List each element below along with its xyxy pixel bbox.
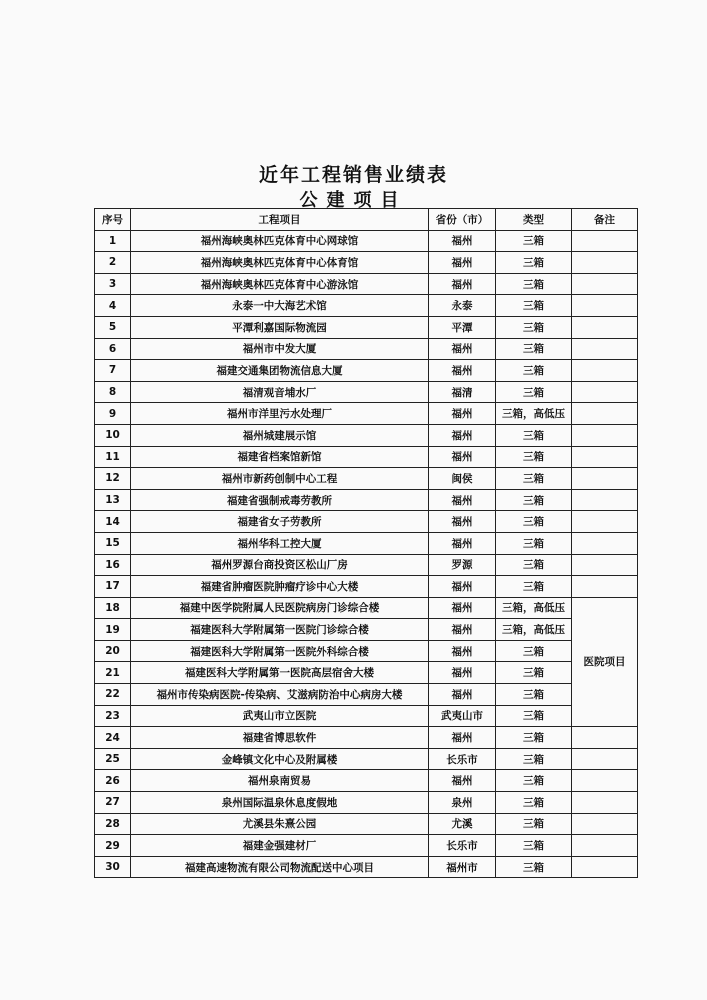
table-row: [95, 619, 638, 641]
cell-no: 3: [95, 273, 131, 295]
cell-no: 8: [95, 381, 131, 403]
cell-type: 三箱: [496, 554, 572, 576]
table-row: [95, 273, 638, 295]
cell-type: 三箱: [496, 748, 572, 770]
table-row: [95, 792, 638, 814]
cell-type: 三箱: [496, 424, 572, 446]
cell-type: 三箱，高低压: [496, 619, 572, 641]
performance-table: [94, 208, 638, 878]
cell-no: 25: [95, 748, 131, 770]
cell-remark: [572, 360, 638, 382]
cell-project: 福州罗源台商投资区松山厂房: [131, 554, 429, 576]
cell-region: 尤溪: [429, 813, 496, 835]
cell-project: 福州海峡奥林匹克体育中心网球馆: [131, 230, 429, 252]
cell-region: 长乐市: [429, 835, 496, 857]
cell-no: 22: [95, 684, 131, 706]
cell-project: 金峰镇文化中心及附属楼: [131, 748, 429, 770]
cell-no: 20: [95, 640, 131, 662]
cell-region: 福州: [429, 662, 496, 684]
table-row: [95, 489, 638, 511]
cell-region: 福州: [429, 446, 496, 468]
table-row: [95, 532, 638, 554]
cell-region: 永泰: [429, 295, 496, 317]
cell-no: 26: [95, 770, 131, 792]
cell-project: 福建金强建材厂: [131, 835, 429, 857]
cell-no: 7: [95, 360, 131, 382]
cell-type: 三箱: [496, 230, 572, 252]
cell-region: 福清: [429, 381, 496, 403]
cell-no: 27: [95, 792, 131, 814]
document-subtitle: 公建项目: [299, 190, 408, 211]
cell-no: 13: [95, 489, 131, 511]
cell-project: 福建交通集团物流信息大厦: [131, 360, 429, 382]
header-project: 工程项目: [131, 209, 429, 231]
cell-type: 三箱: [496, 446, 572, 468]
table-row: [95, 597, 638, 619]
cell-no: 29: [95, 835, 131, 857]
cell-remark: [572, 576, 638, 598]
cell-project: 平潭利嘉国际物流园: [131, 316, 429, 338]
cell-project: 福州海峡奥林匹克体育中心体育馆: [131, 252, 429, 274]
cell-project: 福州市新药创制中心工程: [131, 468, 429, 490]
cell-type: 三箱: [496, 511, 572, 533]
cell-type: 三箱，高低压: [496, 597, 572, 619]
cell-region: 福州: [429, 511, 496, 533]
cell-project: 福清观音埔水厂: [131, 381, 429, 403]
cell-region: 福州市: [429, 856, 496, 878]
cell-region: 福州: [429, 684, 496, 706]
cell-no: 19: [95, 619, 131, 641]
cell-no: 16: [95, 554, 131, 576]
cell-remark: [572, 273, 638, 295]
cell-region: 长乐市: [429, 748, 496, 770]
cell-type: 三箱: [496, 640, 572, 662]
cell-type: 三箱: [496, 576, 572, 598]
table-row: [95, 230, 638, 252]
cell-project: 福建省博思软件: [131, 727, 429, 749]
cell-project: 福建省肿瘤医院肿瘤疗诊中心大楼: [131, 576, 429, 598]
table-row: [95, 468, 638, 490]
cell-remark: [572, 489, 638, 511]
cell-no: 9: [95, 403, 131, 425]
cell-type: 三箱: [496, 532, 572, 554]
cell-remark: [572, 511, 638, 533]
cell-no: 23: [95, 705, 131, 727]
cell-no: 14: [95, 511, 131, 533]
cell-region: 福州: [429, 252, 496, 274]
cell-region: 平潭: [429, 316, 496, 338]
cell-region: 福州: [429, 230, 496, 252]
table-row: [95, 727, 638, 749]
cell-no: 17: [95, 576, 131, 598]
table-row: [95, 381, 638, 403]
cell-remark: [572, 338, 638, 360]
cell-project: 武夷山市立医院: [131, 705, 429, 727]
table-row: [95, 338, 638, 360]
cell-type: 三箱: [496, 252, 572, 274]
cell-project: 泉州国际温泉休息度假地: [131, 792, 429, 814]
cell-type: 三箱: [496, 727, 572, 749]
table-row: [95, 576, 638, 598]
cell-project: 福州城建展示馆: [131, 424, 429, 446]
cell-type: 三箱: [496, 835, 572, 857]
table-row: [95, 640, 638, 662]
cell-remark: [572, 230, 638, 252]
cell-project: 尤溪县朱熹公园: [131, 813, 429, 835]
cell-no: 1: [95, 230, 131, 252]
cell-no: 5: [95, 316, 131, 338]
cell-type: 三箱: [496, 468, 572, 490]
header-type: 类型: [496, 209, 572, 231]
cell-type: 三箱: [496, 662, 572, 684]
table-row: [95, 705, 638, 727]
cell-region: 福州: [429, 576, 496, 598]
cell-no: 12: [95, 468, 131, 490]
cell-project: 福州泉南贸易: [131, 770, 429, 792]
cell-project: 福州市传染病医院-传染病、艾滋病防治中心病房大楼: [131, 684, 429, 706]
cell-region: 福州: [429, 403, 496, 425]
cell-project: 福州市洋里污水处理厂: [131, 403, 429, 425]
cell-no: 11: [95, 446, 131, 468]
table-row: [95, 813, 638, 835]
cell-remark: [572, 792, 638, 814]
table-row: [95, 252, 638, 274]
cell-project: 福州华科工控大厦: [131, 532, 429, 554]
cell-type: 三箱: [496, 684, 572, 706]
cell-no: 2: [95, 252, 131, 274]
cell-project: 福建医科大学附属第一医院门诊综合楼: [131, 619, 429, 641]
cell-remark: [572, 748, 638, 770]
table-row: [95, 446, 638, 468]
cell-no: 10: [95, 424, 131, 446]
cell-type: 三箱: [496, 813, 572, 835]
cell-no: 24: [95, 727, 131, 749]
cell-type: 三箱: [496, 295, 572, 317]
cell-project: 福建医科大学附属第一医院高层宿舍大楼: [131, 662, 429, 684]
cell-remark: [572, 295, 638, 317]
cell-remark: [572, 424, 638, 446]
cell-region: 福州: [429, 727, 496, 749]
cell-region: 泉州: [429, 792, 496, 814]
table-row: [95, 511, 638, 533]
cell-project: 福建高速物流有限公司物流配送中心项目: [131, 856, 429, 878]
table-row: [95, 684, 638, 706]
cell-remark: [572, 532, 638, 554]
cell-remark: [572, 381, 638, 403]
table-row: [95, 856, 638, 878]
table-row: [95, 316, 638, 338]
table-body: [95, 230, 638, 878]
cell-no: 15: [95, 532, 131, 554]
cell-region: 福州: [429, 273, 496, 295]
cell-no: 18: [95, 597, 131, 619]
cell-remark: [572, 554, 638, 576]
cell-remark: [572, 446, 638, 468]
table-row: [95, 403, 638, 425]
cell-remark: [572, 403, 638, 425]
cell-project: 福州海峡奥林匹克体育中心游泳馆: [131, 273, 429, 295]
cell-remark-merged: 医院项目: [572, 597, 638, 727]
cell-type: 三箱: [496, 381, 572, 403]
table-row: [95, 748, 638, 770]
cell-project: 福建中医学院附属人民医院病房门诊综合楼: [131, 597, 429, 619]
table-row: [95, 770, 638, 792]
cell-type: 三箱: [496, 316, 572, 338]
table-row: [95, 662, 638, 684]
cell-remark: [572, 252, 638, 274]
cell-type: 三箱: [496, 856, 572, 878]
cell-region: 福州: [429, 424, 496, 446]
table-row: [95, 424, 638, 446]
header-region: 省份（市）: [429, 209, 496, 231]
cell-no: 21: [95, 662, 131, 684]
cell-remark: [572, 835, 638, 857]
header-remark: 备注: [572, 209, 638, 231]
cell-region: 福州: [429, 619, 496, 641]
cell-remark: [572, 770, 638, 792]
cell-remark: [572, 468, 638, 490]
cell-type: 三箱: [496, 360, 572, 382]
cell-remark: [572, 856, 638, 878]
cell-type: 三箱: [496, 705, 572, 727]
header-no: 序号: [95, 209, 131, 231]
cell-region: 福州: [429, 597, 496, 619]
cell-region: 闽侯: [429, 468, 496, 490]
cell-region: 福州: [429, 640, 496, 662]
cell-region: 福州: [429, 532, 496, 554]
cell-project: 福建医科大学附属第一医院外科综合楼: [131, 640, 429, 662]
cell-remark: [572, 813, 638, 835]
cell-no: 6: [95, 338, 131, 360]
cell-type: 三箱: [496, 792, 572, 814]
cell-project: 永泰一中大海艺术馆: [131, 295, 429, 317]
cell-region: 福州: [429, 489, 496, 511]
cell-no: 4: [95, 295, 131, 317]
cell-project: 福建省强制戒毒劳教所: [131, 489, 429, 511]
cell-region: 福州: [429, 770, 496, 792]
cell-type: 三箱: [496, 489, 572, 511]
cell-no: 28: [95, 813, 131, 835]
cell-region: 罗源: [429, 554, 496, 576]
cell-no: 30: [95, 856, 131, 878]
cell-project: 福建省档案馆新馆: [131, 446, 429, 468]
cell-region: 福州: [429, 360, 496, 382]
table-row: [95, 835, 638, 857]
cell-type: 三箱，高低压: [496, 403, 572, 425]
cell-project: 福州市中发大厦: [131, 338, 429, 360]
cell-project: 福建省女子劳教所: [131, 511, 429, 533]
cell-remark: [572, 316, 638, 338]
cell-region: 武夷山市: [429, 705, 496, 727]
cell-remark: [572, 727, 638, 749]
cell-type: 三箱: [496, 770, 572, 792]
cell-type: 三箱: [496, 273, 572, 295]
table-header-row: [95, 209, 638, 231]
cell-region: 福州: [429, 338, 496, 360]
table-row: [95, 295, 638, 317]
cell-type: 三箱: [496, 338, 572, 360]
table-row: [95, 360, 638, 382]
document-title: 近年工程销售业绩表: [258, 164, 448, 186]
table-row: [95, 554, 638, 576]
